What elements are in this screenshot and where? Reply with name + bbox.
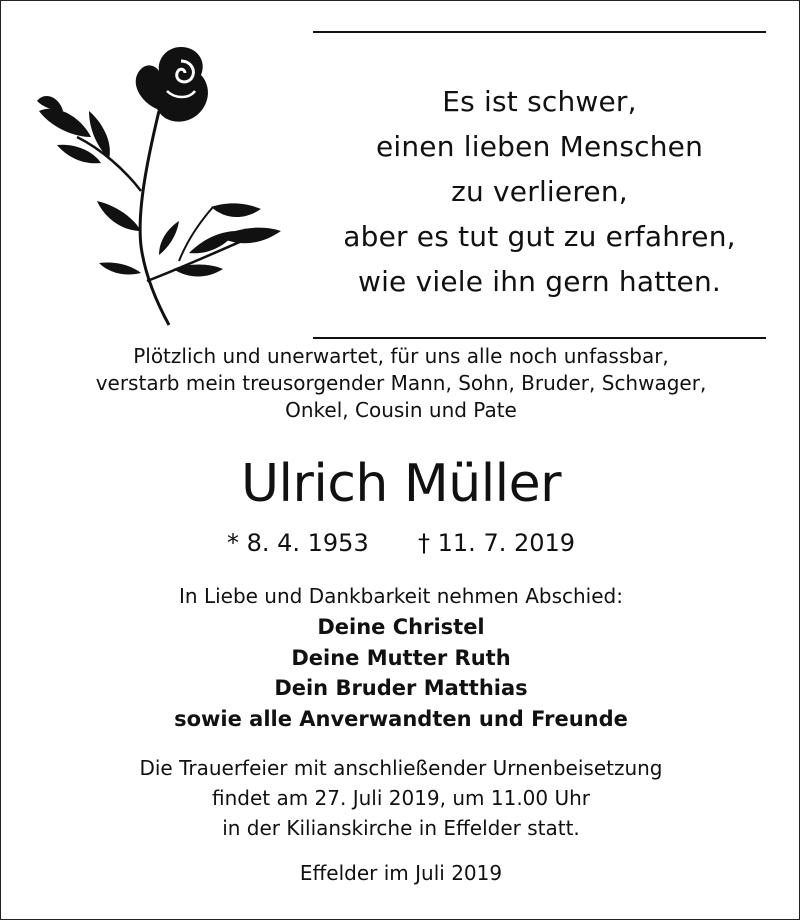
- mourner-name: Dein Bruder Matthias: [274, 676, 528, 700]
- intro-text: [1, 343, 800, 424]
- intro-line: Onkel, Cousin und Pate: [285, 398, 517, 422]
- bottom-divider: [313, 337, 766, 339]
- poem-line: aber es tut gut zu erfahren,: [343, 220, 736, 253]
- birth-symbol: *: [226, 529, 239, 557]
- mourner-name: sowie alle Anverwandten und Freunde: [174, 706, 628, 731]
- mourners-list: [1, 612, 800, 734]
- mourner-name: Deine Christel: [317, 615, 485, 639]
- birth-date: 8. 4. 1953: [246, 529, 369, 557]
- poem-line: zu verlieren,: [451, 175, 628, 208]
- life-dates: [1, 526, 800, 560]
- farewell-lead: In Liebe und Dankbarkeit nehmen Abschied:: [179, 584, 623, 608]
- poem: [313, 79, 766, 304]
- death-date: 11. 7. 2019: [437, 529, 576, 557]
- top-divider: [313, 31, 766, 33]
- service-line: findet am 27. Juli 2019, um 11.00 Uhr: [211, 786, 591, 810]
- death-symbol: †: [418, 529, 430, 557]
- intro-line: Plötzlich und unerwartet, für uns alle noch unfassbar,: [133, 344, 669, 368]
- service-line: Die Trauerfeier mit anschließender Urnenbeisetzung: [139, 756, 663, 780]
- poem-line: Es ist schwer,: [442, 85, 637, 118]
- place-date: Effelder im Juli 2019: [299, 861, 503, 885]
- rose-flower-icon: [29, 41, 289, 331]
- intro-line: verstarb mein treusorgender Mann, Sohn, Bruder, Schwager,: [95, 371, 707, 395]
- mourner-name: Deine Mutter Ruth: [291, 645, 511, 670]
- service-info: [1, 753, 800, 843]
- poem-line: einen lieben Menschen: [375, 130, 704, 163]
- poem-line: wie viele ihn gern hatten.: [357, 265, 722, 298]
- deceased-name: Ulrich Müller: [241, 454, 561, 514]
- service-line: in der Kilianskirche in Effelder statt.: [222, 816, 580, 840]
